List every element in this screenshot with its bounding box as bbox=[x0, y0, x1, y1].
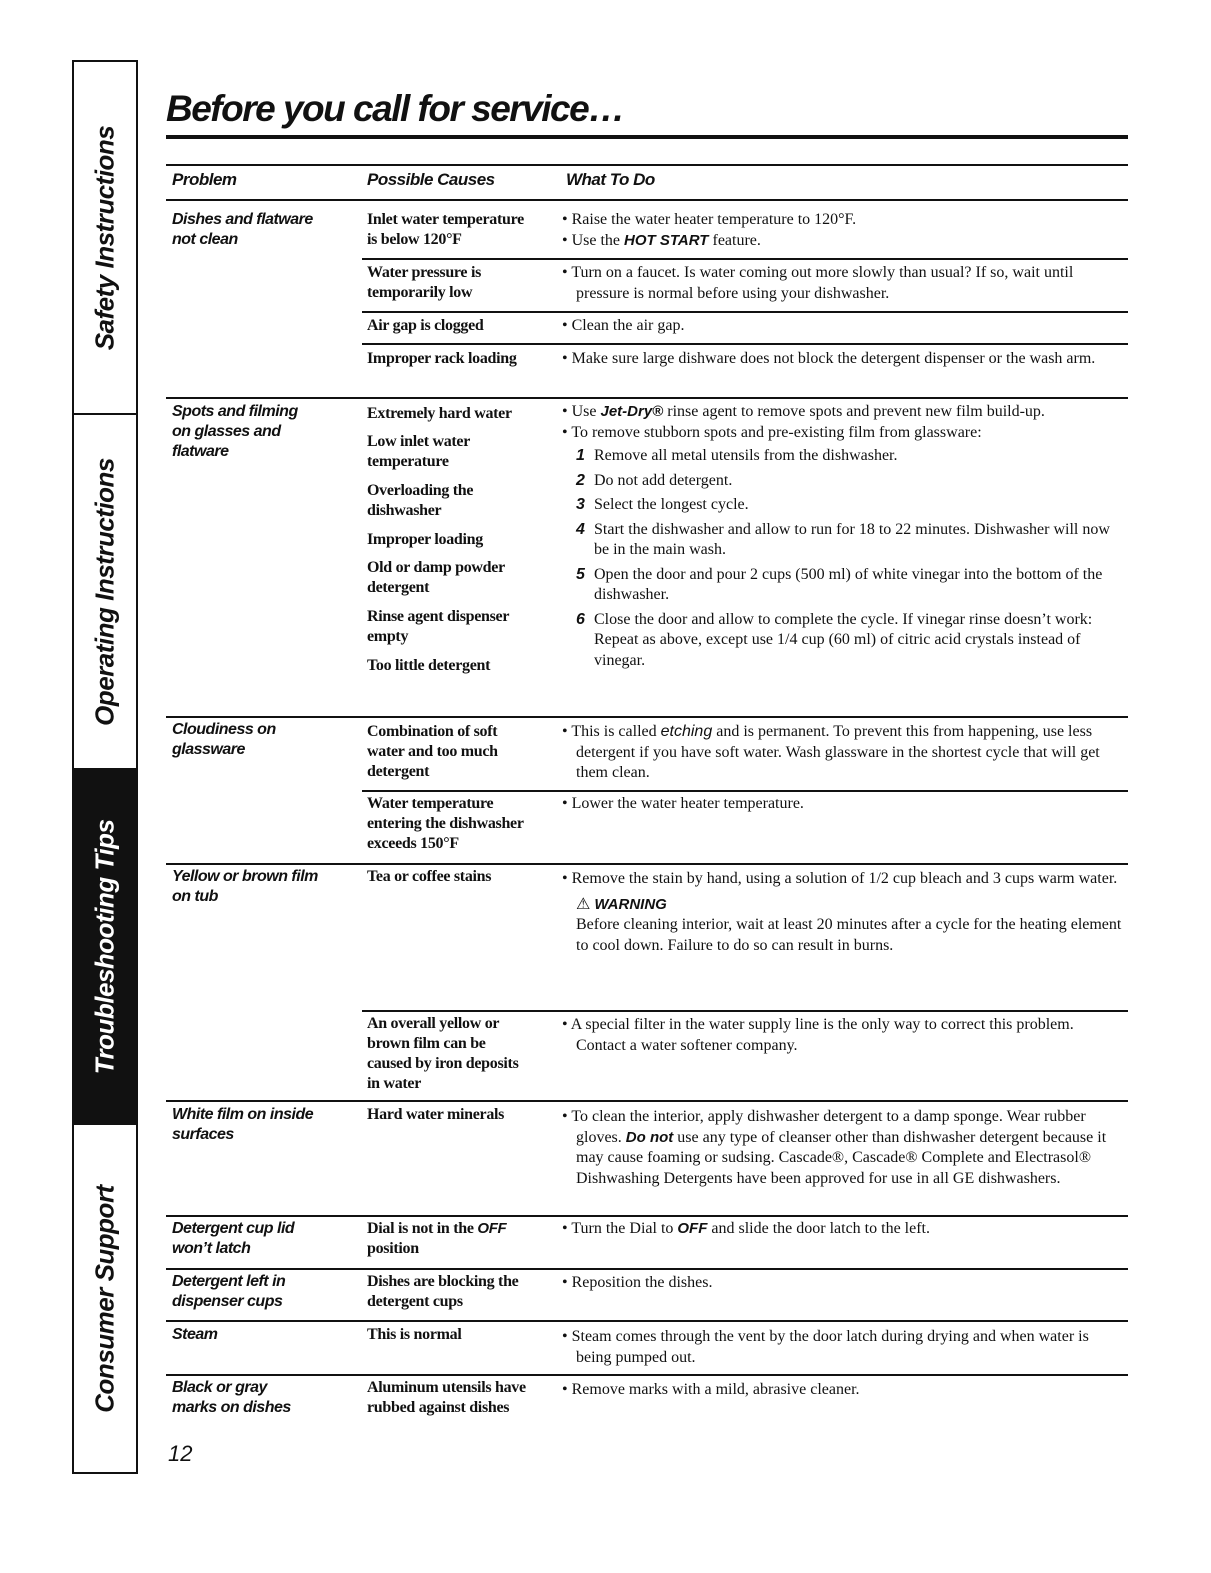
problem-dishes-not-clean: Dishes and flatware not clean bbox=[172, 211, 313, 248]
cause-rack-loading: Improper rack loading bbox=[367, 350, 517, 367]
todo-water-pressure bbox=[562, 263, 1122, 304]
cause-soft-water: Combination of soft water and too much detergent bbox=[367, 723, 498, 780]
step-item: 1 Remove all metal utensils from the dishwasher. bbox=[576, 447, 898, 464]
cause-iron-deposits: An overall yellow or brown film can be caused by iron deposits in water bbox=[367, 1015, 519, 1092]
cause-rinse-agent-empty: Rinse agent dispenser empty bbox=[367, 608, 510, 645]
tab-label: Safety Instructions bbox=[89, 125, 120, 350]
column-header-causes: Possible Causes bbox=[367, 170, 495, 189]
warning-icon: ⚠ bbox=[576, 895, 591, 913]
row-divider bbox=[362, 311, 1128, 313]
todo-item: • Clean the air gap. bbox=[562, 317, 685, 334]
todo-item: • Remove marks with a mild, abrasive cleaner. bbox=[562, 1381, 860, 1398]
cause-improper-loading: Improper loading bbox=[367, 531, 483, 548]
row-divider bbox=[166, 863, 1128, 865]
step-item: 3 Select the longest cycle. bbox=[576, 496, 749, 513]
problem-spots-filming: Spots and filming on glasses and flatware bbox=[172, 403, 298, 460]
todo-special-filter bbox=[562, 1015, 1122, 1056]
problem-yellow-film: Yellow or brown film on tub bbox=[172, 868, 318, 905]
row-divider bbox=[362, 790, 1128, 792]
cause-hard-water-minerals: Hard water minerals bbox=[367, 1106, 505, 1123]
column-header-problem: Problem bbox=[172, 170, 237, 189]
tab-label: Operating Instructions bbox=[89, 457, 120, 726]
cause-hard-water: Extremely hard water bbox=[367, 405, 512, 422]
todo-rack-loading bbox=[562, 349, 1122, 370]
cause-water-pressure: Water pressure is temporarily low bbox=[367, 264, 482, 301]
todo-item: • To clean the interior, apply dishwasher detergent to a damp sponge. Wear rubber gloves. Do not use any type of cleanser other than dishwasher detergent because it may cause foaming or sudsing. Cascade®, Cascade® Complete and Electrasol® Dishwashing Detergents have been approved for use in all GE dishwashers. bbox=[562, 1108, 1107, 1187]
cause-water-temp-high: Water temperature entering the dishwasher exceeds 150°F bbox=[367, 795, 524, 852]
todo-item: • Use the HOT START feature. bbox=[562, 231, 761, 249]
todo-item: • Use Jet-Dry® rinse agent to remove spots and prevent new film build-up. bbox=[562, 403, 1045, 420]
tab-label: Consumer Support bbox=[89, 1184, 120, 1413]
todo-item: • Make sure large dishware does not block the detergent dispenser or the wash arm. bbox=[562, 350, 1096, 367]
todo-item: • Steam comes through the vent by the door latch during drying and when water is being pumped out. bbox=[562, 1328, 1089, 1366]
todo-steam bbox=[562, 1327, 1122, 1368]
step-item: 2 Do not add detergent. bbox=[576, 471, 733, 489]
step-item: 6 Close the door and allow to complete the cycle. If vinegar rinse doesn’t work: Repeat as above, except use 1/4 cup (60 ml) of citric acid crystals instead of vinegar. bbox=[576, 610, 1093, 669]
todo-item: • Raise the water heater temperature to 120°F. bbox=[562, 211, 857, 228]
problem-steam: Steam bbox=[172, 1326, 218, 1343]
todo-air-gap bbox=[562, 316, 1122, 337]
problem-cup-lid: Detergent cup lid won’t latch bbox=[172, 1220, 295, 1257]
row-divider bbox=[166, 716, 1128, 718]
todo-item: • To remove stubborn spots and pre-existing film from glassware: bbox=[562, 423, 982, 441]
row-divider bbox=[166, 1215, 1128, 1217]
tab-consumer-support[interactable] bbox=[74, 1125, 136, 1472]
tab-safety-instructions[interactable] bbox=[74, 62, 136, 415]
todo-remove-marks bbox=[562, 1380, 1122, 1401]
warning-heading: ⚠ WARNING bbox=[576, 895, 667, 913]
tab-label: Troubleshooting Tips bbox=[89, 819, 120, 1074]
cause-tea-coffee: Tea or coffee stains bbox=[367, 868, 492, 885]
cause-overloading: Overloading the dishwasher bbox=[367, 482, 474, 519]
row-divider bbox=[166, 397, 1128, 399]
warning-text: Before cleaning interior, wait at least 20 minutes after a cycle for the heating element to cool down. Failure to do so can result in burns. bbox=[576, 916, 1122, 954]
cause-normal: This is normal bbox=[367, 1326, 462, 1343]
problem-cloudiness: Cloudiness on glassware bbox=[172, 721, 276, 758]
title-rule bbox=[166, 135, 1128, 139]
header-bottom-rule bbox=[166, 199, 1128, 201]
todo-item: • Remove the stain by hand, using a solution of 1/2 cup bleach and 3 cups warm water. bbox=[562, 870, 1118, 887]
problem-detergent-left: Detergent left in dispenser cups bbox=[172, 1273, 286, 1310]
row-divider bbox=[362, 343, 1128, 345]
page-title: Before you call for service… bbox=[166, 88, 624, 129]
cause-air-gap: Air gap is clogged bbox=[367, 317, 484, 334]
todo-item: • Turn on a faucet. Is water coming out more slowly than usual? If so, wait until pressure is normal before using your dishwasher. bbox=[562, 264, 1074, 302]
cause-inlet-temp: Inlet water temperature is below 120°F bbox=[367, 211, 524, 248]
todo-turn-dial bbox=[562, 1219, 1122, 1240]
row-divider bbox=[166, 1100, 1128, 1102]
section-tabs bbox=[72, 60, 138, 1474]
todo-clean-interior bbox=[562, 1107, 1122, 1189]
step-item: 4 Start the dishwasher and allow to run for 18 to 22 minutes. Dishwasher will now be in the main wash. bbox=[576, 520, 1110, 558]
cause-dial-not-off: Dial is not in the OFF position bbox=[367, 1220, 507, 1257]
cause-aluminum: Aluminum utensils have rubbed against dishes bbox=[367, 1379, 526, 1416]
todo-item: • Reposition the dishes. bbox=[562, 1274, 713, 1291]
step-item: 5 Open the door and pour 2 cups (500 ml) of white vinegar into the bottom of the dishwasher. bbox=[576, 565, 1103, 603]
todo-etching bbox=[562, 722, 1122, 784]
row-divider bbox=[362, 1010, 1128, 1012]
row-divider bbox=[166, 1320, 1128, 1322]
column-header-todo: What To Do bbox=[566, 170, 655, 189]
problem-marks: Black or gray marks on dishes bbox=[172, 1379, 291, 1416]
tab-operating-instructions[interactable] bbox=[74, 415, 136, 770]
todo-reposition bbox=[562, 1273, 1122, 1294]
problem-white-film: White film on inside surfaces bbox=[172, 1106, 314, 1143]
tab-troubleshooting-tips[interactable] bbox=[74, 770, 136, 1125]
todo-item: • A special filter in the water supply line is the only way to correct this problem. Contact a water softener company. bbox=[562, 1016, 1074, 1054]
row-divider bbox=[362, 258, 1128, 260]
todo-lower-temp bbox=[562, 794, 1122, 815]
todo-inlet-temp bbox=[562, 210, 1122, 251]
cause-old-detergent: Old or damp powder detergent bbox=[367, 559, 505, 596]
todo-item: • This is called etching and is permanent. To prevent this from happening, use less detergent if you have soft water. Wash glassware in the shortest cycle that will get them clean. bbox=[562, 723, 1100, 781]
row-divider bbox=[166, 1268, 1128, 1270]
todo-item: • Turn the Dial to OFF and slide the door latch to the left. bbox=[562, 1220, 930, 1237]
todo-spots-filming bbox=[562, 402, 1122, 671]
todo-item: • Lower the water heater temperature. bbox=[562, 795, 804, 812]
page-number: 12 bbox=[168, 1441, 193, 1466]
cause-dishes-blocking: Dishes are blocking the detergent cups bbox=[367, 1273, 519, 1310]
row-divider bbox=[166, 1374, 1128, 1376]
cause-too-little-detergent: Too little detergent bbox=[367, 657, 491, 674]
todo-remove-stain bbox=[562, 869, 1122, 956]
cause-low-inlet-temp: Low inlet water temperature bbox=[367, 433, 471, 470]
header-top-rule bbox=[166, 164, 1128, 166]
